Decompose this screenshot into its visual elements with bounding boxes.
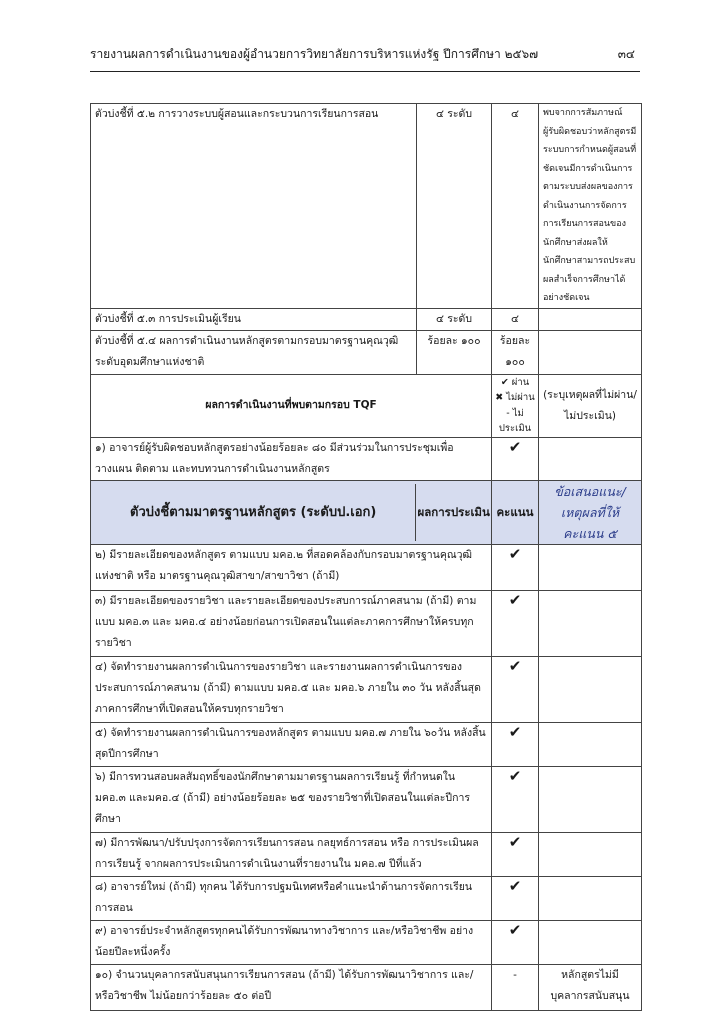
indicator-row — [91, 308, 642, 330]
criterion-mark-cell — [492, 876, 539, 920]
assessment-table — [90, 103, 642, 1011]
criterion-mark-cell — [492, 766, 539, 832]
indicator-label: ตัวบ่งชี้ที่ ๕.๓ การประเมินผู้เรียน — [91, 308, 417, 330]
criterion-note — [539, 656, 642, 722]
criterion-note — [539, 544, 642, 590]
indicator-result: ร้อยละ ๑๐๐ — [492, 330, 539, 374]
criterion-text: ๗) มีการพัฒนา/ปรับปรุงการจัดการเรียนการสอน กลยุทธ์การสอน หรือ การประเมินผลการเรียนรู้ จากผลการประเมินการดำเนินงานที่รายงานใน มคอ.๗ ปีที่แล้ว — [91, 832, 492, 876]
check-icon: ✔ — [508, 722, 522, 741]
criterion-text: ๙) อาจารย์ประจำหลักสูตรทุกคนได้รับการพัฒนาทางวิชาการ และ/หรือวิชาชีพ อย่างน้อยปีละหนึ่งครั้ง — [91, 920, 492, 964]
check-icon: ✔ — [508, 590, 522, 609]
standard-header-row — [91, 480, 642, 544]
check-icon: ✔ — [508, 544, 522, 563]
tqf-header-row — [91, 374, 642, 437]
criterion-row — [91, 766, 642, 832]
criterion-note — [539, 920, 642, 964]
criterion-text: ๔) จัดทำรายงานผลการดำเนินการของรายวิชา และรายงานผลการดำเนินการของประสบการณ์ภาคสนาม (ถ้ามี) ตามแบบ มคอ.๕ และ มคอ.๖ ภายใน ๓๐ วัน หลังสิ้นสุดภาคการศึกษาที่เปิดสอนให้ครบทุกรายวิชา — [91, 656, 492, 722]
criterion-row — [91, 722, 642, 766]
criterion-row — [91, 876, 642, 920]
header-divider — [90, 71, 640, 72]
criterion-note — [539, 766, 642, 832]
indicator-target: ร้อยละ ๑๐๐ — [417, 330, 492, 374]
legend-pass: ✔ ผ่าน — [500, 376, 530, 388]
indicator-label: ตัวบ่งชี้ที่ ๕.๔ ผลการดำเนินงานหลักสูตรตามกรอบมาตรฐานคุณวุฒิระดับอุดมศึกษาแห่งชาติ — [91, 330, 417, 374]
criterion-text: ๑) อาจารย์ผู้รับผิดชอบหลักสูตรอย่างน้อยร้อยละ ๘๐ มีส่วนร่วมในการประชุมเพื่อวางแผน ติดตาม และทบทวนการดำเนินงานหลักสูตร — [91, 437, 492, 480]
indicator-target: ๔ ระดับ — [417, 308, 492, 330]
criterion-mark-cell — [492, 437, 539, 480]
criterion-mark-cell — [492, 590, 539, 656]
indicator-result: ๔ — [492, 104, 539, 309]
indicator-remark — [539, 308, 642, 330]
criterion-row — [91, 590, 642, 656]
criterion-row — [91, 544, 642, 590]
indicator-remark — [539, 330, 642, 374]
criterion-text: ๑๐) จำนวนบุคลากรสนับสนุนการเรียนการสอน (ถ้ามี) ได้รับการพัฒนาวิชาการ และ/หรือวิชาชีพ ไม่น้อยกว่าร้อยละ ๕๐ ต่อปี — [91, 964, 492, 1010]
col-score-header: คะแนน — [492, 480, 539, 544]
criterion-text: ๒) มีรายละเอียดของหลักสูตร ตามแบบ มคอ.๒ ที่สอดคล้องกับกรอบมาตรฐานคุณวุฒิแห่งชาติ หรือ มาตรฐานคุณวุฒิสาขา/สาขาวิชา (ถ้ามี) — [91, 544, 492, 590]
criterion-note: หลักสูตรไม่มีบุคลากรสนับสนุน — [539, 964, 642, 1010]
col-result-header: ผลการประเมิน — [415, 484, 491, 541]
criterion-row — [91, 437, 642, 480]
criterion-note — [539, 437, 642, 480]
indicator-target: ๔ ระดับ — [417, 104, 492, 309]
criterion-row — [91, 920, 642, 964]
criterion-text: ๓) มีรายละเอียดของรายวิชา และรายละเอียดของประสบการณ์ภาคสนาม (ถ้ามี) ตามแบบ มคอ.๓ และ มคอ.๔ อย่างน้อยก่อนการเปิดสอนในแต่ละภาคการศึกษาให้ครบทุกรายวิชา — [91, 590, 492, 656]
criterion-row — [91, 656, 642, 722]
criterion-note — [539, 590, 642, 656]
check-icon: ✔ — [508, 920, 522, 939]
standard-title: ตัวบ่งชี้ตามมาตรฐานหลักสูตร (ระดับป.เอก) — [130, 504, 377, 520]
check-icon: ✔ — [508, 656, 522, 675]
criterion-note — [539, 876, 642, 920]
check-icon: ✔ — [508, 766, 522, 785]
indicator-remark: พบจากการสัมภาษณ์ผู้รับผิดชอบว่าหลักสูตรมีระบบการกำหนดผู้สอนที่ชัดเจนมีการดำเนินการตามระบบส่งผลของการดำเนินงานการจัดการการเรียนการสอนของนักศึกษาส่งผลให้นักศึกษาสามารถประสบผลสำเร็จการศึกษาได้อย่างชัดเจน — [539, 104, 642, 309]
page-number: ๓๔ — [617, 47, 635, 61]
criterion-mark-cell — [492, 920, 539, 964]
indicator-label: ตัวบ่งชี้ที่ ๕.๒ การวางระบบผู้สอนและกระบวนการเรียนการสอน — [91, 104, 417, 309]
check-icon: ✔ — [508, 876, 522, 895]
indicator-row — [91, 104, 642, 309]
check-icon: ✔ — [508, 832, 522, 851]
not-assessed-mark: - — [513, 968, 517, 981]
tqf-reason: (ระบุเหตุผลที่ไม่ผ่าน/ไม่ประเมิน) — [539, 374, 642, 437]
check-icon: ✔ — [508, 437, 522, 456]
indicator-result: ๔ — [492, 308, 539, 330]
col-suggest-header: ข้อเสนอแนะ/ เหตุผลที่ให้คะแนน ๕ — [539, 480, 642, 544]
criterion-text: ๕) จัดทำรายงานผลการดำเนินการของหลักสูตร ตามแบบ มคอ.๗ ภายใน ๖๐วัน หลังสิ้นสุดปีการศึกษา — [91, 722, 492, 766]
legend-fail: ✖ ไม่ผ่าน — [495, 392, 535, 403]
criterion-mark-cell — [492, 544, 539, 590]
report-title: รายงานผลการดำเนินงานของผู้อำนวยการวิทยาลัยการบริหารแห่งรัฐ ปีการศึกษา ๒๕๖๗ — [90, 47, 539, 61]
standard-header-cell — [91, 480, 492, 544]
tqf-title: ผลการดำเนินงานที่พบตามกรอบ TQF — [91, 374, 492, 437]
legend-na: - ไม่ประเมิน — [498, 407, 532, 434]
criterion-text: ๘) อาจารย์ใหม่ (ถ้ามี) ทุกคน ได้รับการปฐมนิเทศหรือคำแนะนำด้านการจัดการเรียนการสอน — [91, 876, 492, 920]
criterion-row — [91, 964, 642, 1010]
criterion-note — [539, 832, 642, 876]
criterion-row — [91, 832, 642, 876]
criterion-mark-cell — [492, 964, 539, 1010]
criterion-text: ๖) มีการทวนสอบผลสัมฤทธิ์ของนักศึกษาตามมาตรฐานผลการเรียนรู้ ที่กำหนดใน มคอ.๓ และมคอ.๔ (ถ้ามี) อย่างน้อยร้อยละ ๒๕ ของรายวิชาที่เปิดสอนในแต่ละปีการศึกษา — [91, 766, 492, 832]
criterion-mark-cell — [492, 832, 539, 876]
criterion-note — [539, 722, 642, 766]
criterion-mark-cell — [492, 722, 539, 766]
tqf-legend — [492, 374, 539, 437]
indicator-row — [91, 330, 642, 374]
criterion-mark-cell — [492, 656, 539, 722]
